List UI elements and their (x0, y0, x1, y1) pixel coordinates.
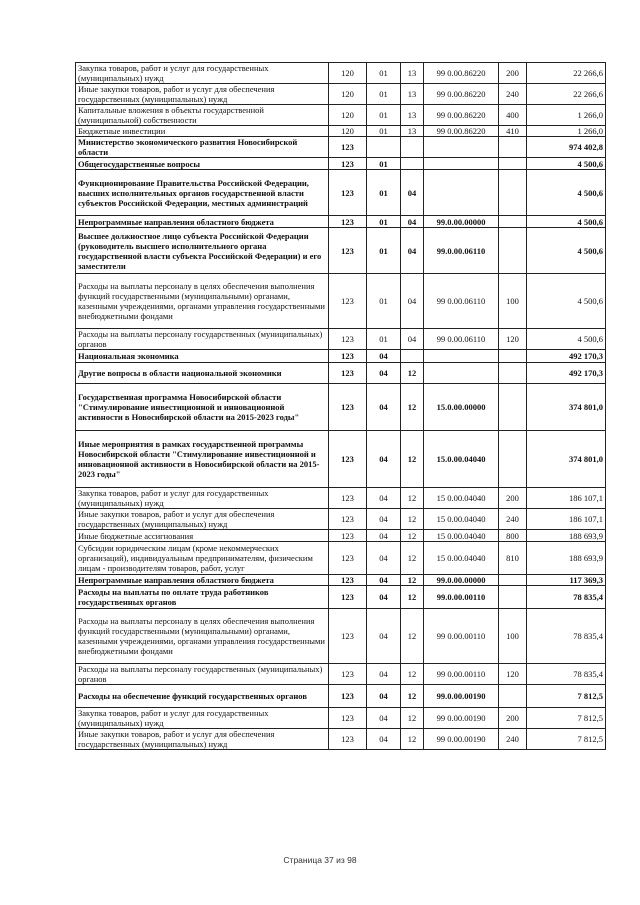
cell-rz: 01 (367, 158, 401, 170)
cell-ved: 123 (329, 729, 367, 750)
cell-ved: 123 (329, 431, 367, 488)
table-row (76, 329, 606, 350)
cell-rz: 04 (367, 350, 401, 363)
cell-csr: 15.0.00.04040 (424, 431, 499, 488)
cell-ved: 123 (329, 664, 367, 685)
cell-vr (499, 350, 527, 363)
cell-rz: 04 (367, 609, 401, 664)
cell-sum: 4 500,6 (527, 228, 606, 274)
cell-name: Министерство экономического развития Новосибирской области (76, 137, 329, 158)
cell-name: Государственная программа Новосибирской области "Стимулирование инвестиционной и инновационной активности в Новосибирской области на 2015-2023 годы" (76, 384, 329, 431)
cell-vr: 240 (499, 84, 527, 105)
cell-sum: 492 170,3 (527, 363, 606, 384)
cell-sum: 7 812,5 (527, 685, 606, 708)
cell-pr: 12 (401, 530, 424, 542)
cell-sum: 974 402,8 (527, 137, 606, 158)
cell-ved: 123 (329, 586, 367, 609)
cell-rz: 04 (367, 488, 401, 509)
cell-rz: 04 (367, 509, 401, 530)
table-row (76, 350, 606, 363)
cell-ved: 123 (329, 216, 367, 228)
cell-sum: 374 801,0 (527, 384, 606, 431)
cell-name: Иные закупки товаров, работ и услуг для обеспечения государственных (муниципальных) нужд (76, 509, 329, 530)
table-row (76, 530, 606, 542)
cell-sum: 186 107,1 (527, 488, 606, 509)
cell-vr (499, 685, 527, 708)
table-row (76, 170, 606, 216)
cell-rz: 01 (367, 105, 401, 126)
cell-ved: 123 (329, 530, 367, 542)
cell-pr: 12 (401, 431, 424, 488)
cell-pr: 04 (401, 274, 424, 329)
cell-pr: 12 (401, 488, 424, 509)
cell-name: Закупка товаров, работ и услуг для государственных (муниципальных) нужд (76, 63, 329, 84)
cell-vr: 810 (499, 542, 527, 575)
cell-rz: 01 (367, 84, 401, 105)
cell-sum: 78 835,4 (527, 664, 606, 685)
table-row (76, 363, 606, 384)
cell-sum: 4 500,6 (527, 216, 606, 228)
cell-name: Расходы на выплаты персоналу в целях обеспечения выполнения функций государственными (муниципальными) органами, казенными учреждениями, органами управления государственными внебюджетными фондами (76, 609, 329, 664)
cell-csr: 99 0.00.86220 (424, 126, 499, 137)
cell-sum: 1 266,0 (527, 105, 606, 126)
cell-vr (499, 363, 527, 384)
cell-rz: 04 (367, 530, 401, 542)
table-row (76, 63, 606, 84)
cell-vr (499, 216, 527, 228)
cell-csr: 99.0.00.00190 (424, 685, 499, 708)
cell-csr: 99 0.00.06110 (424, 274, 499, 329)
table-row (76, 708, 606, 729)
page-footer: Страница 37 из 98 (283, 855, 357, 865)
cell-vr: 240 (499, 729, 527, 750)
cell-rz: 04 (367, 431, 401, 488)
cell-ved: 123 (329, 274, 367, 329)
cell-sum: 4 500,6 (527, 329, 606, 350)
table-row (76, 384, 606, 431)
cell-pr: 12 (401, 384, 424, 431)
cell-csr: 99 0.00.00110 (424, 609, 499, 664)
table-row (76, 729, 606, 750)
cell-sum: 22 266,6 (527, 84, 606, 105)
cell-sum: 186 107,1 (527, 509, 606, 530)
cell-ved: 123 (329, 158, 367, 170)
cell-name: Расходы на выплаты персоналу в целях обеспечения выполнения функций государственными (муниципальными) органами, казенными учреждениями, органами управления государственными внебюджетными фондами (76, 274, 329, 329)
cell-csr: 15 0.00.04040 (424, 509, 499, 530)
budget-table-body (76, 63, 606, 750)
cell-pr: 12 (401, 664, 424, 685)
cell-pr: 13 (401, 126, 424, 137)
table-row (76, 664, 606, 685)
cell-pr: 12 (401, 729, 424, 750)
cell-name: Иные бюджетные ассигнования (76, 530, 329, 542)
cell-name: Непрограммные направления областного бюджета (76, 575, 329, 586)
cell-ved: 123 (329, 384, 367, 431)
cell-name: Высшее должностное лицо субъекта Российской Федерации (руководитель высшего исполнительного органа государственной власти субъекта Российской Федерации) и его заместители (76, 228, 329, 274)
cell-rz: 01 (367, 63, 401, 84)
cell-sum: 374 801,0 (527, 431, 606, 488)
cell-pr (401, 350, 424, 363)
cell-rz: 01 (367, 329, 401, 350)
cell-ved: 123 (329, 137, 367, 158)
cell-sum: 1 266,0 (527, 126, 606, 137)
cell-sum: 4 500,6 (527, 274, 606, 329)
cell-name: Закупка товаров, работ и услуг для государственных (муниципальных) нужд (76, 708, 329, 729)
cell-pr: 04 (401, 329, 424, 350)
cell-pr: 04 (401, 228, 424, 274)
cell-sum: 78 835,4 (527, 586, 606, 609)
table-row (76, 509, 606, 530)
cell-name: Непрограммные направления областного бюджета (76, 216, 329, 228)
table-row (76, 158, 606, 170)
table-row (76, 586, 606, 609)
table-row (76, 685, 606, 708)
cell-csr (424, 158, 499, 170)
cell-name: Расходы на выплаты персоналу государственных (муниципальных) органов (76, 664, 329, 685)
cell-csr: 15 0.00.04040 (424, 542, 499, 575)
cell-csr: 99 0.00.00190 (424, 708, 499, 729)
cell-sum: 188 693,9 (527, 542, 606, 575)
cell-sum: 117 369,3 (527, 575, 606, 586)
cell-rz: 04 (367, 586, 401, 609)
cell-pr: 12 (401, 586, 424, 609)
cell-vr: 120 (499, 329, 527, 350)
cell-name: Иные закупки товаров, работ и услуг для обеспечения государственных (муниципальных) нужд (76, 84, 329, 105)
cell-csr: 99.0.00.00110 (424, 586, 499, 609)
cell-pr: 12 (401, 363, 424, 384)
table-row (76, 609, 606, 664)
cell-ved: 123 (329, 170, 367, 216)
cell-ved: 123 (329, 575, 367, 586)
cell-ved: 123 (329, 685, 367, 708)
cell-rz: 04 (367, 664, 401, 685)
cell-pr: 13 (401, 105, 424, 126)
cell-rz: 04 (367, 685, 401, 708)
cell-sum: 4 500,6 (527, 158, 606, 170)
cell-csr (424, 170, 499, 216)
cell-ved: 120 (329, 84, 367, 105)
cell-vr: 200 (499, 63, 527, 84)
cell-name: Другие вопросы в области национальной экономики (76, 363, 329, 384)
cell-rz: 04 (367, 384, 401, 431)
cell-csr (424, 137, 499, 158)
cell-pr: 12 (401, 509, 424, 530)
cell-vr (499, 586, 527, 609)
cell-name: Закупка товаров, работ и услуг для государственных (муниципальных) нужд (76, 488, 329, 509)
cell-sum: 188 693,9 (527, 530, 606, 542)
cell-rz: 01 (367, 170, 401, 216)
cell-pr: 04 (401, 216, 424, 228)
cell-ved: 123 (329, 350, 367, 363)
table-row (76, 137, 606, 158)
cell-csr: 15 0.00.04040 (424, 530, 499, 542)
cell-pr (401, 137, 424, 158)
table-row (76, 216, 606, 228)
cell-csr: 99 0.00.86220 (424, 105, 499, 126)
cell-rz: 04 (367, 575, 401, 586)
cell-rz: 04 (367, 542, 401, 575)
table-row (76, 431, 606, 488)
cell-csr: 99 0.00.06110 (424, 329, 499, 350)
cell-name: Капитальные вложения в объекты государственной (муниципальной) собственности (76, 105, 329, 126)
cell-ved: 120 (329, 105, 367, 126)
cell-vr (499, 384, 527, 431)
cell-pr: 12 (401, 609, 424, 664)
cell-vr: 100 (499, 609, 527, 664)
table-row (76, 228, 606, 274)
cell-csr: 99.0.00.00000 (424, 575, 499, 586)
cell-rz: 01 (367, 274, 401, 329)
cell-pr: 13 (401, 63, 424, 84)
cell-rz: 04 (367, 708, 401, 729)
cell-name: Расходы на выплаты по оплате труда работников государственных органов (76, 586, 329, 609)
cell-vr: 400 (499, 105, 527, 126)
cell-name: Иные мероприятия в рамках государственной программы Новосибирской области "Стимулирование инвестиционной и инновационной активности в Новосибирской области на 2015-2023 годы" (76, 431, 329, 488)
cell-ved: 123 (329, 363, 367, 384)
cell-vr (499, 137, 527, 158)
cell-csr: 99 0.00.86220 (424, 63, 499, 84)
cell-pr (401, 158, 424, 170)
table-row (76, 542, 606, 575)
cell-name: Субсидии юридическим лицам (кроме некоммерческих организаций), индивидуальным предпринимателям, физическим лицам - производителям товаров, работ, услуг (76, 542, 329, 575)
cell-sum: 4 500,6 (527, 170, 606, 216)
table-row (76, 274, 606, 329)
cell-ved: 123 (329, 542, 367, 575)
cell-rz: 01 (367, 216, 401, 228)
cell-ved: 123 (329, 609, 367, 664)
cell-vr (499, 431, 527, 488)
cell-pr: 12 (401, 685, 424, 708)
cell-sum: 78 835,4 (527, 609, 606, 664)
cell-ved: 123 (329, 329, 367, 350)
cell-rz: 04 (367, 363, 401, 384)
cell-csr: 99 0.00.86220 (424, 84, 499, 105)
cell-vr: 100 (499, 274, 527, 329)
cell-rz: 04 (367, 729, 401, 750)
cell-ved: 123 (329, 708, 367, 729)
cell-pr: 12 (401, 575, 424, 586)
cell-csr: 99 0.00.00190 (424, 729, 499, 750)
cell-pr: 04 (401, 170, 424, 216)
cell-csr: 15 0.00.04040 (424, 488, 499, 509)
cell-pr: 13 (401, 84, 424, 105)
cell-vr (499, 228, 527, 274)
cell-sum: 7 812,5 (527, 729, 606, 750)
cell-name: Общегосударственные вопросы (76, 158, 329, 170)
cell-pr: 12 (401, 708, 424, 729)
cell-vr (499, 158, 527, 170)
cell-vr: 240 (499, 509, 527, 530)
table-row (76, 575, 606, 586)
cell-name: Функционирование Правительства Российской Федерации, высших исполнительных органов государственной власти субъектов Российской Федерации, местных администраций (76, 170, 329, 216)
cell-ved: 123 (329, 228, 367, 274)
cell-name: Расходы на обеспечение функций государственных органов (76, 685, 329, 708)
cell-rz: 01 (367, 126, 401, 137)
cell-vr: 120 (499, 664, 527, 685)
cell-ved: 120 (329, 126, 367, 137)
table-row (76, 126, 606, 137)
cell-name: Расходы на выплаты персоналу государственных (муниципальных) органов (76, 329, 329, 350)
cell-vr: 200 (499, 488, 527, 509)
cell-csr (424, 350, 499, 363)
cell-vr (499, 575, 527, 586)
cell-ved: 120 (329, 63, 367, 84)
cell-csr: 99.0.00.06110 (424, 228, 499, 274)
cell-csr: 99.0.00.00000 (424, 216, 499, 228)
cell-ved: 123 (329, 509, 367, 530)
cell-vr: 410 (499, 126, 527, 137)
cell-sum: 492 170,3 (527, 350, 606, 363)
cell-csr: 99 0.00.00110 (424, 664, 499, 685)
cell-csr: 15.0.00.00000 (424, 384, 499, 431)
budget-table (75, 62, 606, 750)
cell-sum: 7 812,5 (527, 708, 606, 729)
cell-name: Национальная экономика (76, 350, 329, 363)
cell-name: Бюджетные инвестиции (76, 126, 329, 137)
cell-rz: 01 (367, 228, 401, 274)
cell-rz (367, 137, 401, 158)
table-row (76, 105, 606, 126)
cell-vr (499, 170, 527, 216)
cell-name: Иные закупки товаров, работ и услуг для обеспечения государственных (муниципальных) нужд (76, 729, 329, 750)
cell-vr: 800 (499, 530, 527, 542)
cell-ved: 123 (329, 488, 367, 509)
cell-vr: 200 (499, 708, 527, 729)
cell-sum: 22 266,6 (527, 63, 606, 84)
cell-csr (424, 363, 499, 384)
table-row (76, 84, 606, 105)
cell-pr: 12 (401, 542, 424, 575)
table-row (76, 488, 606, 509)
